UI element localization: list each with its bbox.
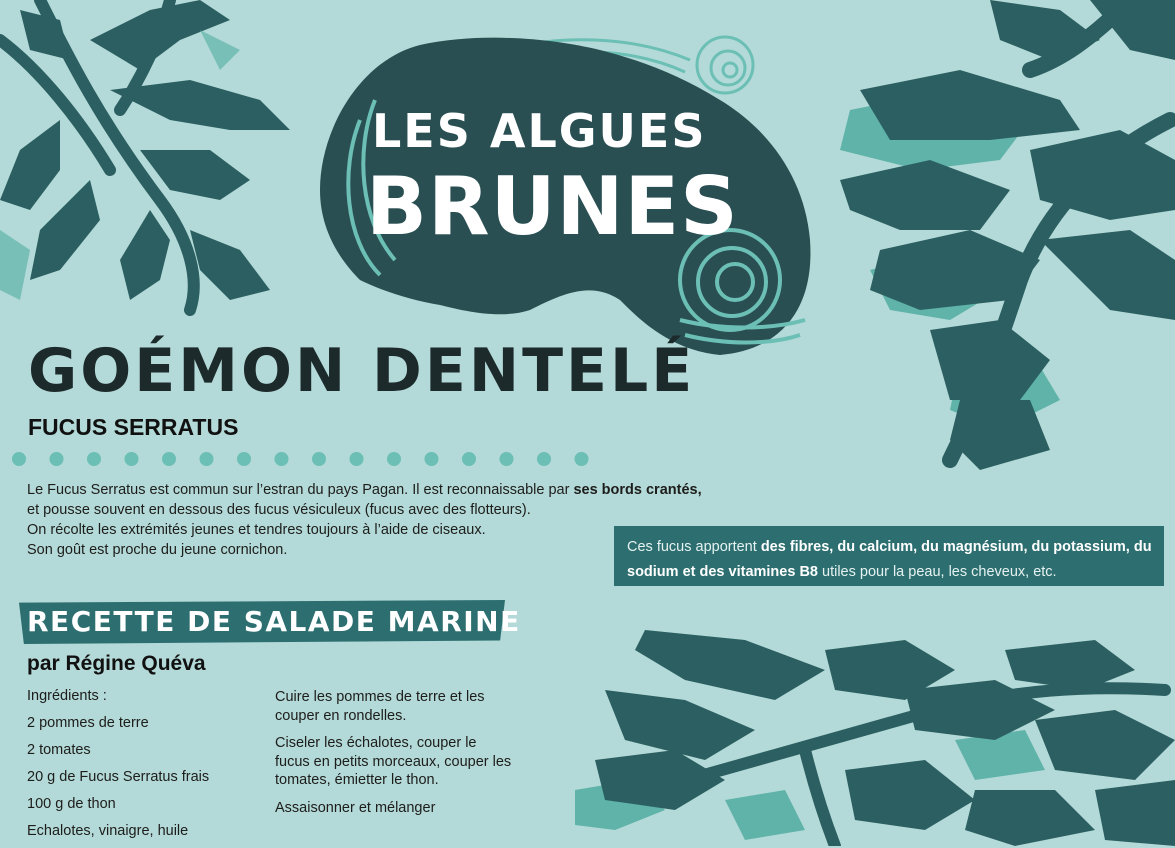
intro-line: Son goût est proche du jeune cornichon.: [27, 542, 288, 558]
recipe-author: par Régine Quéva: [27, 652, 206, 675]
intro-line: On récolte les extrémités jeunes et tendres toujours à l’aide de ciseaux.: [27, 522, 486, 538]
ingredient-item: 20 g de Fucus Serratus frais: [27, 769, 210, 785]
nutrition-info-box: Ces fucus apportent des fibres, du calcium, du magnésium, du potassium, du sodium et des vitamines B8 utiles pour la peau, les cheveux, etc.: [614, 526, 1164, 586]
header-title-line1: LES ALGUES: [372, 104, 707, 158]
seaweed-illustration-top-right: [830, 0, 1175, 470]
intro-line: Le Fucus Serratus est commun sur l’estran du pays Pagan. Il est reconnaissable par ses bords crantés,: [27, 482, 702, 498]
ingredient-item: Echalotes, vinaigre, huile: [27, 823, 189, 839]
header-title-line2: BRUNES: [366, 160, 739, 253]
recipe-step: Cuire les pommes de terre et les couper en rondelles.: [275, 689, 485, 724]
recipe-step: Assaisonner et mélanger: [275, 799, 436, 816]
recipe-steps: [275, 688, 515, 826]
latin-name: FUCUS SERRATUS: [28, 414, 239, 440]
seaweed-illustration-top-left: [0, 0, 300, 320]
seaweed-illustration-bottom-right: [575, 630, 1175, 846]
intro-line: et pousse souvent en dessous des fucus vésiculeux (fucus avec des flotteurs).: [27, 502, 531, 518]
recipe-title: RECETTE DE SALADE MARINE: [27, 605, 521, 638]
ingredients-label: Ingrédients :: [27, 688, 107, 704]
recipe-step: Ciseler les échalotes, couper le fucus en petits morceaux, couper les tomates, émietter le thon.: [275, 735, 512, 788]
ingredient-item: 100 g de thon: [27, 796, 116, 812]
dotted-divider: [10, 450, 600, 468]
ingredients-list: [27, 686, 257, 848]
ingredient-item: 2 pommes de terre: [27, 715, 149, 731]
intro-highlight: ses bords crantés,: [573, 482, 702, 498]
page-title: GOÉMON DENTELÉ: [28, 336, 696, 406]
nutrition-highlight: des fibres, du calcium, du magnésium, du potassium, du sodium et des vitamines B8: [627, 539, 1152, 580]
ingredient-item: 2 tomates: [27, 742, 91, 758]
